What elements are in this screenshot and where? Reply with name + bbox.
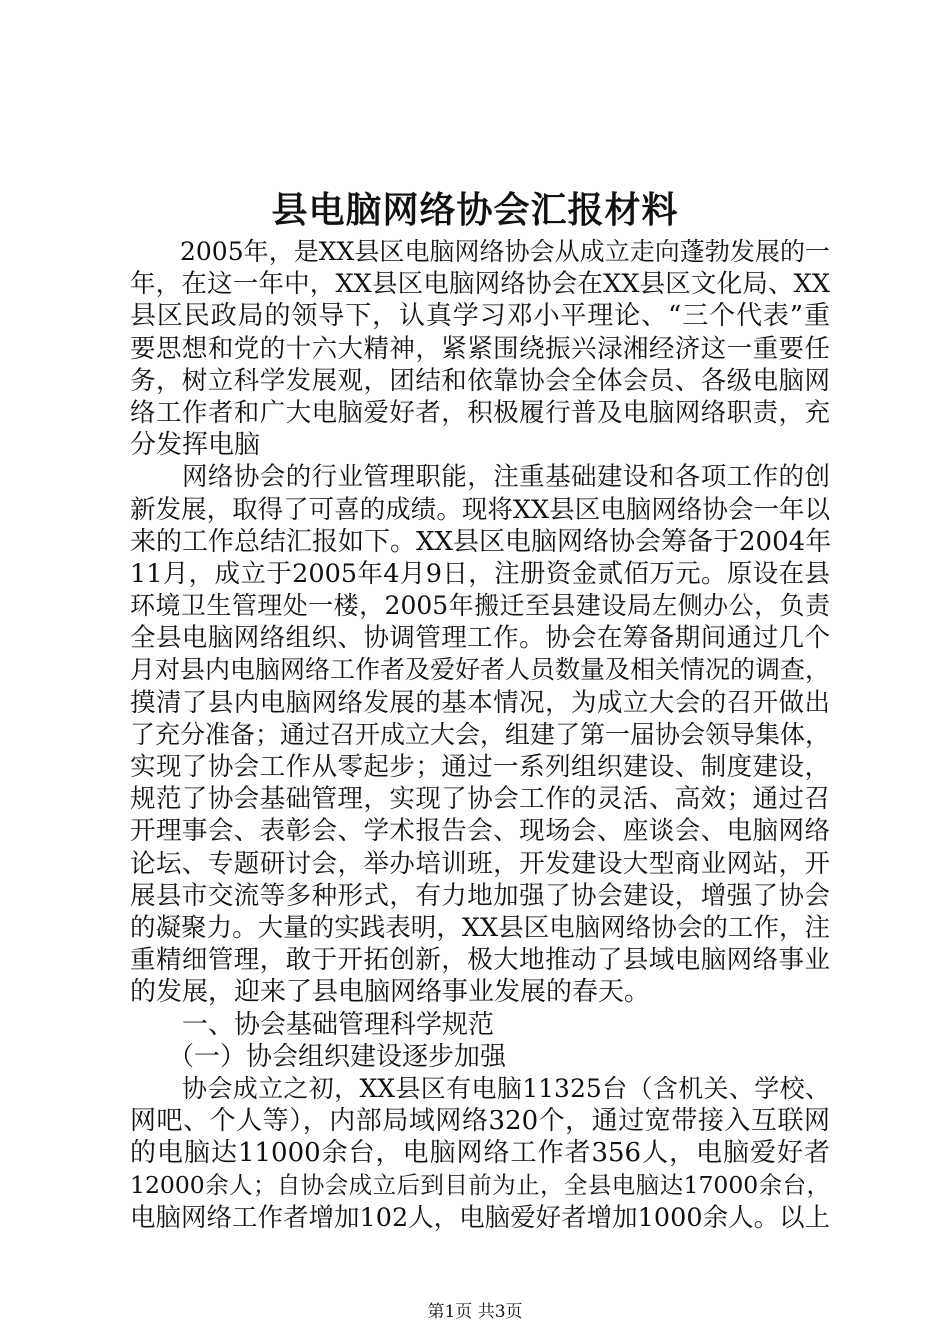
text-line: 重精细管理，敢于开拓创新，极大地推动了县域电脑网络事业 — [130, 945, 830, 976]
text-line: 摸清了县内电脑网络发展的基本情况，为成立大会的召开做出 — [130, 687, 830, 718]
text-line: 来的工作总结汇报如下。XX县区电脑网络协会筹备于2004年 — [130, 526, 832, 557]
text-line: 论坛、专题研讨会，举办培训班，开发建设大型商业网站，开 — [130, 848, 830, 879]
text-line: 要思想和党的十六大精神，紧紧围绕振兴渌湘经济这一重要任 — [130, 333, 830, 364]
subsection-heading: （一）协会组织建设逐步加强 — [168, 1041, 507, 1072]
text-line: 月对县内电脑网络工作者及爱好者人员数量及相关情况的调查， — [130, 655, 831, 685]
text-line: 全县电脑网络组织、协调管理工作。协会在筹备期间通过几个 — [130, 623, 830, 654]
text-line: 新发展，取得了可喜的成绩。现将XX县区电脑网络协会一年以 — [130, 494, 830, 525]
text-line: 12000余人；自协会成立后到目前为止，全县电脑达17000余台， — [130, 1171, 830, 1200]
text-line: 环境卫生管理处一楼，2005年搬迁至县建设局左侧办公，负责 — [130, 591, 830, 621]
text-line: 实现了协会工作从零起步；通过一系列组织建设、制度建设， — [130, 752, 830, 782]
page-footer: 第1页 共3页 — [427, 1302, 523, 1322]
text-line: 网吧、个人等），内部局域网络320个，通过宽带接入互联网 — [130, 1106, 830, 1137]
paragraph-1 — [130, 236, 830, 461]
text-line: 开理事会、表彰会、学术报告会、现场会、座谈会、电脑网络 — [130, 816, 830, 847]
document-body — [130, 236, 830, 1234]
text-line: 网络协会的行业管理职能，注重基础建设和各项工作的创 — [182, 462, 830, 493]
text-line: 的发展，迎来了县电脑网络事业发展的春天。 — [130, 977, 651, 1008]
text-line: 规范了协会基础管理，实现了协会工作的灵活、高效；通过召 — [130, 784, 830, 815]
text-line: 络工作者和广大电脑爱好者，积极履行普及电脑网络职责，充 — [130, 397, 830, 428]
text-line: 的凝聚力。大量的实践表明，XX县区电脑网络协会的工作，注 — [130, 912, 830, 943]
text-line: 了充分准备；通过召开成立大会，组建了第一届协会领导集体， — [130, 719, 831, 749]
paragraph-2 — [130, 461, 830, 1008]
text-line: 分发挥电脑 — [130, 430, 261, 461]
text-line: 11月，成立于2005年4月9日，注册资金贰佰万元。原设在县 — [130, 558, 830, 589]
text-line: 展县市交流等多种形式，有力地加强了协会建设，增强了协会 — [130, 880, 830, 911]
text-line: 协会成立之初，XX县区有电脑11325台（含机关、学校、 — [182, 1073, 830, 1103]
text-line: 县区民政局的领导下，认真学习邓小平理论、“三个代表”重 — [130, 301, 830, 332]
document-title: 县电脑网络协会汇报材料 — [271, 189, 679, 231]
paragraph-3 — [130, 1073, 830, 1234]
text-line: 年，在这一年中，XX县区电脑网络协会在XX县区文化局、XX — [130, 269, 830, 300]
text-line: 2005年，是XX县区电脑网络协会从成立走向蓬勃发展的一 — [180, 237, 830, 266]
text-line: 务，树立科学发展观，团结和依靠协会全体会员、各级电脑网 — [130, 365, 830, 396]
text-line: 电脑网络工作者增加102人，电脑爱好者增加1000余人。以上 — [130, 1202, 831, 1233]
text-line: 的电脑达11000余台，电脑网络工作者356人，电脑爱好者 — [130, 1138, 830, 1169]
section-heading: 一、协会基础管理科学规范 — [182, 1009, 495, 1040]
